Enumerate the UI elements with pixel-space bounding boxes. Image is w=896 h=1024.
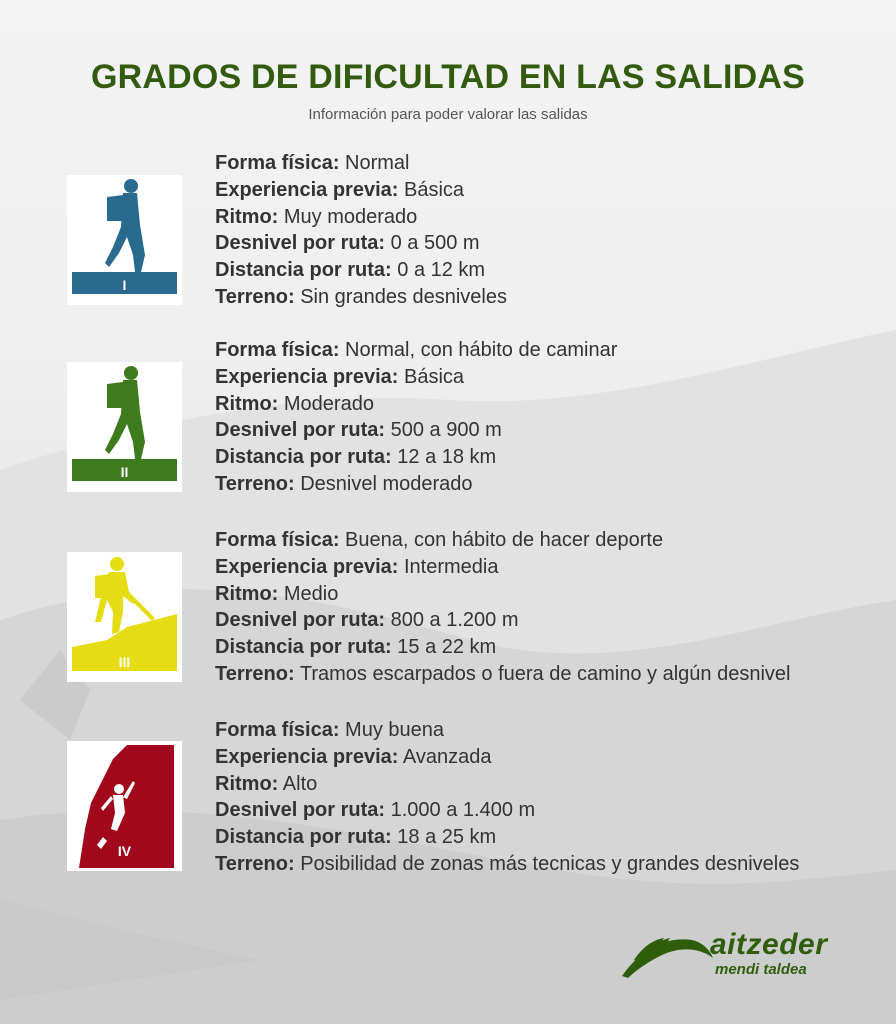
grade-4-terreno: Terreno: Posibilidad de zonas más tecnicas y grandes desniveles [215, 852, 800, 875]
grade-4-forma: Forma física: Muy buena [215, 719, 445, 741]
grade-3-desnivel: Desnivel por ruta: 800 a 1.200 m [215, 609, 519, 632]
grade-2-forma: Forma física: Normal, con hábito de caminar [215, 339, 618, 361]
grade-4-details [215, 717, 799, 878]
grade-4-distancia: Distancia por ruta: 18 a 25 km [215, 826, 497, 849]
grade-2-experiencia: Experiencia previa: Básica [215, 365, 465, 388]
mountain-logo-icon [620, 930, 715, 980]
page-subtitle: Información para poder valorar las salidas [308, 106, 588, 123]
grade-3-ritmo: Ritmo: Medio [215, 582, 339, 605]
grade-4-numeral: IV [117, 843, 132, 859]
grade-4-experiencia: Experiencia previa: Avanzada [215, 745, 492, 768]
grade-2-numeral: II [120, 464, 129, 480]
page-title: GRADOS DE DIFICULTAD EN LAS SALIDAS [90, 58, 806, 96]
grade-2-desnivel: Desnivel por ruta: 500 a 900 m [215, 419, 502, 442]
grade-1-ritmo: Ritmo: Muy moderado [215, 205, 418, 228]
grade-4-section [0, 717, 896, 887]
grade-2-badge [67, 362, 182, 492]
grade-1-distancia: Distancia por ruta: 0 a 12 km [215, 259, 486, 282]
grade-3-distancia: Distancia por ruta: 15 a 22 km [215, 636, 497, 659]
grade-2-section [0, 337, 896, 507]
grade-3-badge [67, 552, 182, 682]
grade-3-forma: Forma física: Buena, con hábito de hacer deporte [215, 529, 664, 551]
grade-3-terreno: Terreno: Tramos escarpados o fuera de camino y algún desnivel [215, 662, 791, 685]
grade-2-distancia: Distancia por ruta: 12 a 18 km [215, 446, 497, 469]
grade-1-forma: Forma física: Normal [215, 152, 410, 174]
grade-3-section [0, 527, 896, 697]
grade-2-ritmo: Ritmo: Moderado [215, 392, 374, 415]
grade-3-numeral: III [118, 654, 131, 670]
grade-1-terreno: Terreno: Sin grandes desniveles [215, 285, 507, 308]
grade-1-numeral: I [122, 277, 127, 293]
grade-4-desnivel: Desnivel por ruta: 1.000 a 1.400 m [215, 799, 536, 822]
grade-1-details [215, 150, 507, 311]
logo-tagline: mendi taldea [715, 961, 807, 978]
grade-4-badge [67, 741, 182, 871]
logo-name: aitzeder [710, 928, 828, 961]
grade-1-section [0, 150, 896, 320]
grade-3-experiencia: Experiencia previa: Intermedia [215, 555, 499, 578]
grade-1-badge [67, 175, 182, 305]
grade-1-experiencia: Experiencia previa: Básica [215, 178, 465, 201]
grade-4-ritmo: Ritmo: Alto [215, 772, 318, 795]
grade-1-desnivel: Desnivel por ruta: 0 a 500 m [215, 232, 480, 255]
grade-3-details [215, 527, 790, 688]
grade-2-terreno: Terreno: Desnivel moderado [215, 472, 473, 495]
aitzeder-logo [620, 928, 840, 984]
grade-2-details [215, 337, 617, 498]
